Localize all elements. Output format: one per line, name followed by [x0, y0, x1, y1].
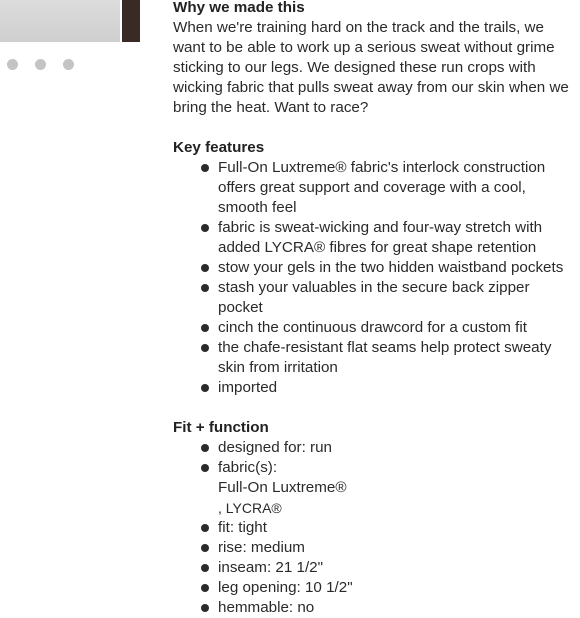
why-we-made-this-heading: Why we made this: [173, 0, 305, 16]
key-features-heading: Key features: [173, 139, 265, 156]
list-item: designed for: run: [173, 438, 578, 458]
list-item: fit: tight: [173, 518, 578, 538]
product-photo-thumbnail[interactable]: [0, 0, 120, 42]
product-description: [173, 0, 578, 618]
list-item: fabric is sweat-wicking and four-way stretch with added LYCRA® fibres for great shape retention: [173, 218, 578, 258]
list-item-fabrics: [173, 458, 578, 518]
key-features-list: [173, 158, 578, 398]
fabric-name-2: , LYCRA®: [218, 500, 282, 516]
section-spacer: [173, 118, 578, 138]
gallery-dot-2[interactable]: [35, 59, 46, 70]
list-item: inseam: 21 1/2": [173, 558, 578, 578]
why-we-made-this-text: When we're training hard on the track and the trails, we want to be able to work up a serious sweat without grime sticking to our legs. We designed these run crops with wicking fabric that pulls sweat away from our skin when we bring the heat. Want to race?: [173, 19, 569, 116]
list-item: stash your valuables in the secure back zipper pocket: [173, 278, 578, 318]
list-item: leg opening: 10 1/2": [173, 578, 578, 598]
fit-function-list: [173, 438, 578, 618]
fabric-name-1: Full-On Luxtreme®: [218, 479, 347, 496]
section-spacer: [173, 398, 578, 418]
list-item: Full-On Luxtreme® fabric's interlock construction offers great support and coverage with a cool, smooth feel: [173, 158, 578, 218]
fit-function-heading: Fit + function: [173, 419, 269, 436]
fabrics-label: fabric(s):: [218, 459, 278, 476]
product-image-gallery: [0, 0, 140, 90]
list-item: hemmable: no: [173, 598, 578, 618]
gallery-dot-3[interactable]: [63, 59, 74, 70]
list-item: imported: [173, 378, 578, 398]
list-item: stow your gels in the two hidden waistband pockets: [173, 258, 578, 278]
list-item: rise: medium: [173, 538, 578, 558]
gallery-dot-1[interactable]: [7, 59, 18, 70]
list-item: cinch the continuous drawcord for a custom fit: [173, 318, 578, 338]
product-photo-next[interactable]: [122, 0, 140, 42]
gallery-pagination-dots: [7, 59, 74, 70]
list-item: the chafe-resistant flat seams help protect sweaty skin from irritation: [173, 338, 578, 378]
